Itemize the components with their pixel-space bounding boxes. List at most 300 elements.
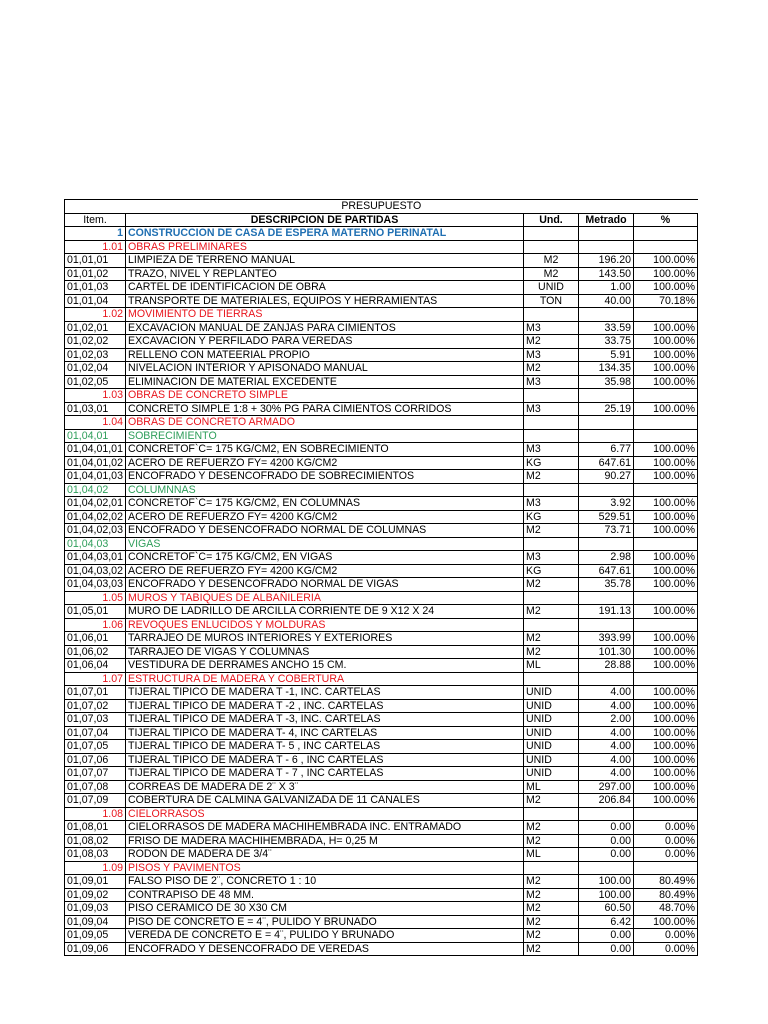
item-code: 1.08	[65, 807, 126, 821]
item-percent: 0.00%	[634, 848, 698, 862]
item-code: 01,04,02,03	[65, 524, 126, 538]
item-percent: 100.00%	[634, 497, 698, 511]
item-unit	[524, 591, 579, 605]
item-description: ELIMINACION DE MATERIAL EXCEDENTE	[126, 375, 524, 389]
table-row	[65, 294, 698, 308]
item-description: ENCOFRADO Y DESENCOFRADO NORMAL DE COLUMNAS	[126, 524, 524, 538]
item-unit: M3	[524, 402, 579, 416]
item-percent: 100.00%	[634, 740, 698, 754]
item-description: RODON DE MADERA DE 3/4¨	[126, 848, 524, 862]
item-description: OBRAS DE CONCRETO SIMPLE	[126, 389, 524, 403]
item-percent: 80.49%	[634, 888, 698, 902]
header-metrado: Metrado	[579, 213, 634, 227]
item-metrado: 0.00	[579, 942, 634, 956]
item-percent: 100.00%	[634, 686, 698, 700]
item-percent: 100.00%	[634, 578, 698, 592]
item-code: 01,02,01	[65, 321, 126, 335]
item-metrado: 90.27	[579, 470, 634, 484]
table-row	[65, 335, 698, 349]
item-code: 01,04,03	[65, 537, 126, 551]
item-unit: ML	[524, 659, 579, 673]
item-unit	[524, 483, 579, 497]
item-metrado: 4.00	[579, 753, 634, 767]
item-code: 01,02,05	[65, 375, 126, 389]
item-unit: UNID	[524, 686, 579, 700]
item-unit	[524, 389, 579, 403]
item-code: 01,07,04	[65, 726, 126, 740]
item-description: TRANSPORTE DE MATERIALES, EQUIPOS Y HERRAMIENTAS	[126, 294, 524, 308]
header-item: Item.	[65, 213, 126, 227]
item-description: REVOQUES ENLUCIDOS Y MOLDURAS	[126, 618, 524, 632]
table-row	[65, 578, 698, 592]
item-code: 01,07,08	[65, 780, 126, 794]
item-code: 01,07,03	[65, 713, 126, 727]
table-row	[65, 699, 698, 713]
item-description: CIELORRASOS	[126, 807, 524, 821]
item-description: CONCRETOF`C= 175 KG/CM2, EN SOBRECIMIENTO	[126, 443, 524, 457]
item-metrado	[579, 416, 634, 430]
table-row	[65, 888, 698, 902]
table-row	[65, 281, 698, 295]
item-description: SOBRECIMIENTO	[126, 429, 524, 443]
item-code: 01,06,02	[65, 645, 126, 659]
item-metrado: 4.00	[579, 686, 634, 700]
group-row	[65, 591, 698, 605]
item-unit: M2	[524, 578, 579, 592]
item-code: 01,01,01	[65, 254, 126, 268]
group-row	[65, 861, 698, 875]
group-row	[65, 672, 698, 686]
item-metrado	[579, 672, 634, 686]
item-metrado: 25.19	[579, 402, 634, 416]
item-description: ESTRUCTURA DE MADERA Y COBERTURA	[126, 672, 524, 686]
item-unit: M3	[524, 321, 579, 335]
item-description: OBRAS DE CONCRETO ARMADO	[126, 416, 524, 430]
item-metrado	[579, 429, 634, 443]
item-percent: 70.18%	[634, 294, 698, 308]
item-code: 01,08,02	[65, 834, 126, 848]
item-unit: UNID	[524, 740, 579, 754]
item-metrado	[579, 483, 634, 497]
item-percent: 100.00%	[634, 402, 698, 416]
table-row	[65, 915, 698, 929]
item-metrado	[579, 389, 634, 403]
item-percent: 100.00%	[634, 564, 698, 578]
item-description: CORREAS DE MADERA DE 2¨ X 3¨	[126, 780, 524, 794]
table-row	[65, 740, 698, 754]
table-row	[65, 726, 698, 740]
item-description: TIJERAL TIPICO DE MADERA T -2 , INC. CARTELAS	[126, 699, 524, 713]
item-code: 01,07,09	[65, 794, 126, 808]
table-row	[65, 321, 698, 335]
group-row	[65, 240, 698, 254]
item-code: 01,09,05	[65, 929, 126, 943]
item-code: 01,04,03,01	[65, 551, 126, 565]
item-description: ACERO DE REFUERZO FY= 4200 KG/CM2	[126, 564, 524, 578]
item-code: 01,02,03	[65, 348, 126, 362]
table-row	[65, 713, 698, 727]
item-metrado: 33.75	[579, 335, 634, 349]
item-percent: 100.00%	[634, 267, 698, 281]
item-code: 1.02	[65, 308, 126, 322]
item-unit	[524, 429, 579, 443]
item-metrado: 4.00	[579, 767, 634, 781]
item-unit: M2	[524, 605, 579, 619]
item-code: 01,09,01	[65, 875, 126, 889]
item-percent: 100.00%	[634, 551, 698, 565]
item-description: EXCAVACION Y PERFILADO PARA VEREDAS	[126, 335, 524, 349]
item-unit: M2	[524, 942, 579, 956]
item-unit: M2	[524, 902, 579, 916]
item-code: 01,01,03	[65, 281, 126, 295]
table-row	[65, 605, 698, 619]
item-metrado: 4.00	[579, 726, 634, 740]
item-description: CARTEL DE IDENTIFICACION DE OBRA	[126, 281, 524, 295]
table-row	[65, 551, 698, 565]
item-description: VESTIDURA DE DERRAMES ANCHO 15 CM.	[126, 659, 524, 673]
item-description: MUROS Y TABIQUES DE ALBAÑILERIA	[126, 591, 524, 605]
table-row	[65, 254, 698, 268]
item-unit: M2	[524, 335, 579, 349]
table-row	[65, 753, 698, 767]
item-code: 1.07	[65, 672, 126, 686]
item-percent	[634, 483, 698, 497]
item-percent: 100.00%	[634, 281, 698, 295]
table-row	[65, 875, 698, 889]
item-percent: 100.00%	[634, 645, 698, 659]
group-row	[65, 308, 698, 322]
item-percent: 100.00%	[634, 348, 698, 362]
item-description: ENCOFRADO Y DESENCOFRADO DE VEREDAS	[126, 942, 524, 956]
item-percent: 100.00%	[634, 699, 698, 713]
item-percent: 100.00%	[634, 767, 698, 781]
item-percent: 48.70%	[634, 902, 698, 916]
item-metrado: 0.00	[579, 848, 634, 862]
item-percent	[634, 807, 698, 821]
item-code: 1.01	[65, 240, 126, 254]
group-row	[65, 618, 698, 632]
table-row	[65, 456, 698, 470]
item-percent: 0.00%	[634, 929, 698, 943]
item-metrado: 0.00	[579, 821, 634, 835]
item-unit: M3	[524, 348, 579, 362]
item-metrado: 2.98	[579, 551, 634, 565]
item-unit	[524, 537, 579, 551]
item-description: CONSTRUCCION DE CASA DE ESPERA MATERNO PERINATAL	[126, 227, 524, 241]
item-description: FRISO DE MADERA MACHIHEMBRADA, H= 0,25 M	[126, 834, 524, 848]
item-unit: ML	[524, 780, 579, 794]
item-percent: 100.00%	[634, 375, 698, 389]
item-unit: M3	[524, 375, 579, 389]
item-description: TIJERAL TIPICO DE MADERA T -3, INC. CARTELAS	[126, 713, 524, 727]
item-unit: UNID	[524, 767, 579, 781]
item-code: 01,09,04	[65, 915, 126, 929]
item-description: PISOS Y PAVIMENTOS	[126, 861, 524, 875]
table-row	[65, 794, 698, 808]
item-code: 01,08,03	[65, 848, 126, 862]
header-unit: Und.	[524, 213, 579, 227]
item-code: 01,03,01	[65, 402, 126, 416]
table-row	[65, 632, 698, 646]
item-code: 01,01,04	[65, 294, 126, 308]
table-row	[65, 564, 698, 578]
item-metrado: 100.00	[579, 888, 634, 902]
table-row	[65, 470, 698, 484]
item-metrado: 297.00	[579, 780, 634, 794]
item-code: 01,04,01,02	[65, 456, 126, 470]
item-description: CONCRETOF`C= 175 KG/CM2, EN COLUMNAS	[126, 497, 524, 511]
table-row	[65, 834, 698, 848]
item-description: OBRAS PRELIMINARES	[126, 240, 524, 254]
item-percent: 100.00%	[634, 510, 698, 524]
item-unit: M2	[524, 929, 579, 943]
item-percent: 0.00%	[634, 834, 698, 848]
item-unit: M2	[524, 524, 579, 538]
item-code: 1.03	[65, 389, 126, 403]
group-row	[65, 389, 698, 403]
item-percent: 100.00%	[634, 780, 698, 794]
item-description: TARRAJEO DE VIGAS Y COLUMNAS	[126, 645, 524, 659]
item-percent: 100.00%	[634, 726, 698, 740]
item-percent: 100.00%	[634, 915, 698, 929]
item-unit: TON	[524, 294, 579, 308]
item-code: 1.05	[65, 591, 126, 605]
item-code: 01,05,01	[65, 605, 126, 619]
item-description: TIJERAL TIPICO DE MADERA T - 7 , INC CARTELAS	[126, 767, 524, 781]
item-percent	[634, 416, 698, 430]
item-description: TIJERAL TIPICO DE MADERA T -1, INC. CARTELAS	[126, 686, 524, 700]
item-percent	[634, 240, 698, 254]
table-row	[65, 780, 698, 794]
group-row	[65, 807, 698, 821]
item-code: 01,09,03	[65, 902, 126, 916]
item-unit: UNID	[524, 699, 579, 713]
item-metrado: 647.61	[579, 564, 634, 578]
item-percent	[634, 618, 698, 632]
table-row	[65, 267, 698, 281]
item-code: 01,09,06	[65, 942, 126, 956]
item-metrado	[579, 308, 634, 322]
item-metrado: 101.30	[579, 645, 634, 659]
item-code: 01,04,02	[65, 483, 126, 497]
subgroup-row	[65, 537, 698, 551]
item-metrado: 1.00	[579, 281, 634, 295]
item-unit: M2	[524, 362, 579, 376]
table-row	[65, 645, 698, 659]
table-row	[65, 902, 698, 916]
item-description: NIVELACION INTERIOR Y APISONADO MANUAL	[126, 362, 524, 376]
item-code: 01,04,03,02	[65, 564, 126, 578]
item-metrado: 33.59	[579, 321, 634, 335]
item-metrado: 40.00	[579, 294, 634, 308]
item-description: CONCRETO SIMPLE 1:8 + 30% PG PARA CIMIENTOS CORRIDOS	[126, 402, 524, 416]
item-description: VIGAS	[126, 537, 524, 551]
item-description: ENCOFRADO Y DESENCOFRADO DE SOBRECIMIENTOS	[126, 470, 524, 484]
item-unit: M2	[524, 794, 579, 808]
item-unit	[524, 861, 579, 875]
item-unit: KG	[524, 564, 579, 578]
item-percent: 80.49%	[634, 875, 698, 889]
item-code: 01,02,02	[65, 335, 126, 349]
item-metrado	[579, 618, 634, 632]
item-percent	[634, 672, 698, 686]
subgroup-row	[65, 483, 698, 497]
item-unit: M2	[524, 834, 579, 848]
item-unit: M2	[524, 267, 579, 281]
item-unit: M2	[524, 470, 579, 484]
item-unit	[524, 240, 579, 254]
item-unit	[524, 807, 579, 821]
item-metrado: 35.98	[579, 375, 634, 389]
item-code: 01,02,04	[65, 362, 126, 376]
item-code: 01,06,04	[65, 659, 126, 673]
item-description: COLUMNNAS	[126, 483, 524, 497]
item-unit: M3	[524, 497, 579, 511]
item-code: 01,09,02	[65, 888, 126, 902]
item-code: 01,04,02,02	[65, 510, 126, 524]
table-row	[65, 686, 698, 700]
item-percent: 100.00%	[634, 470, 698, 484]
item-metrado	[579, 807, 634, 821]
item-metrado: 191.13	[579, 605, 634, 619]
item-metrado: 393.99	[579, 632, 634, 646]
item-code: 1.06	[65, 618, 126, 632]
item-metrado: 4.00	[579, 740, 634, 754]
table-row	[65, 942, 698, 956]
item-unit: M2	[524, 915, 579, 929]
table-row	[65, 767, 698, 781]
item-metrado	[579, 240, 634, 254]
item-description: PISO DE CONCRETO E = 4¨, PULIDO Y BRUNADO	[126, 915, 524, 929]
item-percent: 100.00%	[634, 335, 698, 349]
table-row	[65, 402, 698, 416]
item-code: 01,04,03,03	[65, 578, 126, 592]
item-metrado: 5.91	[579, 348, 634, 362]
item-unit: M2	[524, 632, 579, 646]
item-unit: KG	[524, 510, 579, 524]
item-code: 1.04	[65, 416, 126, 430]
item-code: 01,08,01	[65, 821, 126, 835]
item-unit: ML	[524, 848, 579, 862]
item-percent	[634, 537, 698, 551]
item-metrado: 0.00	[579, 834, 634, 848]
item-metrado: 35.78	[579, 578, 634, 592]
item-percent: 0.00%	[634, 821, 698, 835]
item-percent: 100.00%	[634, 456, 698, 470]
item-description: TRAZO, NIVEL Y REPLANTEO	[126, 267, 524, 281]
item-percent	[634, 591, 698, 605]
item-unit: UNID	[524, 726, 579, 740]
sheet-title: PRESUPUESTO	[65, 200, 698, 214]
item-metrado: 3.92	[579, 497, 634, 511]
item-metrado	[579, 591, 634, 605]
subgroup-row	[65, 429, 698, 443]
item-unit	[524, 416, 579, 430]
item-code: 01,07,01	[65, 686, 126, 700]
item-percent: 100.00%	[634, 524, 698, 538]
item-percent: 100.00%	[634, 254, 698, 268]
item-percent	[634, 227, 698, 241]
item-metrado	[579, 537, 634, 551]
item-unit: KG	[524, 456, 579, 470]
budget-table	[64, 199, 698, 956]
item-description: TIJERAL TIPICO DE MADERA T- 5 , INC CARTELAS	[126, 740, 524, 754]
item-code: 01,04,01,01	[65, 443, 126, 457]
item-code: 01,07,02	[65, 699, 126, 713]
item-unit	[524, 227, 579, 241]
item-description: ACERO DE REFUERZO FY= 4200 KG/CM2	[126, 510, 524, 524]
table-row	[65, 362, 698, 376]
item-unit: M2	[524, 645, 579, 659]
item-unit: M2	[524, 875, 579, 889]
item-percent: 100.00%	[634, 321, 698, 335]
item-unit	[524, 618, 579, 632]
item-metrado	[579, 227, 634, 241]
table-row	[65, 375, 698, 389]
item-metrado: 143.50	[579, 267, 634, 281]
item-code: 01,04,01,03	[65, 470, 126, 484]
item-description: COBERTURA DE CALMINA GALVANIZADA DE 11 CANALES	[126, 794, 524, 808]
item-metrado: 206.84	[579, 794, 634, 808]
item-description: MOVIMIENTO DE TIERRAS	[126, 308, 524, 322]
item-code: 01,06,01	[65, 632, 126, 646]
item-description: ENCOFRADO Y DESENCOFRADO NORMAL DE VIGAS	[126, 578, 524, 592]
item-metrado: 6.42	[579, 915, 634, 929]
table-row	[65, 929, 698, 943]
item-description: TIJERAL TIPICO DE MADERA T - 6 , INC CARTELAS	[126, 753, 524, 767]
table-row	[65, 659, 698, 673]
item-metrado: 28.88	[579, 659, 634, 673]
item-metrado: 0.00	[579, 929, 634, 943]
item-unit	[524, 308, 579, 322]
item-metrado: 60.50	[579, 902, 634, 916]
item-metrado: 647.61	[579, 456, 634, 470]
item-percent: 100.00%	[634, 443, 698, 457]
item-percent: 100.00%	[634, 794, 698, 808]
item-unit: M2	[524, 821, 579, 835]
item-metrado	[579, 861, 634, 875]
title-row	[65, 200, 698, 214]
item-description: PISO CERAMICO DE 30 X30 CM	[126, 902, 524, 916]
item-code: 01,01,02	[65, 267, 126, 281]
item-code: 01,04,01	[65, 429, 126, 443]
item-percent: 100.00%	[634, 362, 698, 376]
item-percent: 100.00%	[634, 632, 698, 646]
item-unit	[524, 672, 579, 686]
item-unit: UNID	[524, 753, 579, 767]
item-metrado: 196.20	[579, 254, 634, 268]
item-description: CIELORRASOS DE MADERA MACHIHEMBRADA INC. ENTRAMADO	[126, 821, 524, 835]
item-unit: M2	[524, 254, 579, 268]
item-description: VEREDA DE CONCRETO E = 4¨, PULIDO Y BRUNADO	[126, 929, 524, 943]
item-metrado: 6.77	[579, 443, 634, 457]
item-description: CONCRETOF`C= 175 KG/CM2, EN VIGAS	[126, 551, 524, 565]
item-metrado: 2.00	[579, 713, 634, 727]
item-unit: M2	[524, 888, 579, 902]
item-metrado: 529.51	[579, 510, 634, 524]
item-metrado: 73.71	[579, 524, 634, 538]
table-row	[65, 348, 698, 362]
item-metrado: 134.35	[579, 362, 634, 376]
item-description: TARRAJEO DE MUROS INTERIORES Y EXTERIORES	[126, 632, 524, 646]
item-description: TIJERAL TIPICO DE MADERA T- 4, INC CARTELAS	[126, 726, 524, 740]
item-description: RELLENO CON MATEERIAL PROPIO	[126, 348, 524, 362]
item-description: CONTRAPISO DE 48 MM.	[126, 888, 524, 902]
item-percent	[634, 308, 698, 322]
item-unit: UNID	[524, 281, 579, 295]
item-percent: 100.00%	[634, 753, 698, 767]
table-row	[65, 497, 698, 511]
